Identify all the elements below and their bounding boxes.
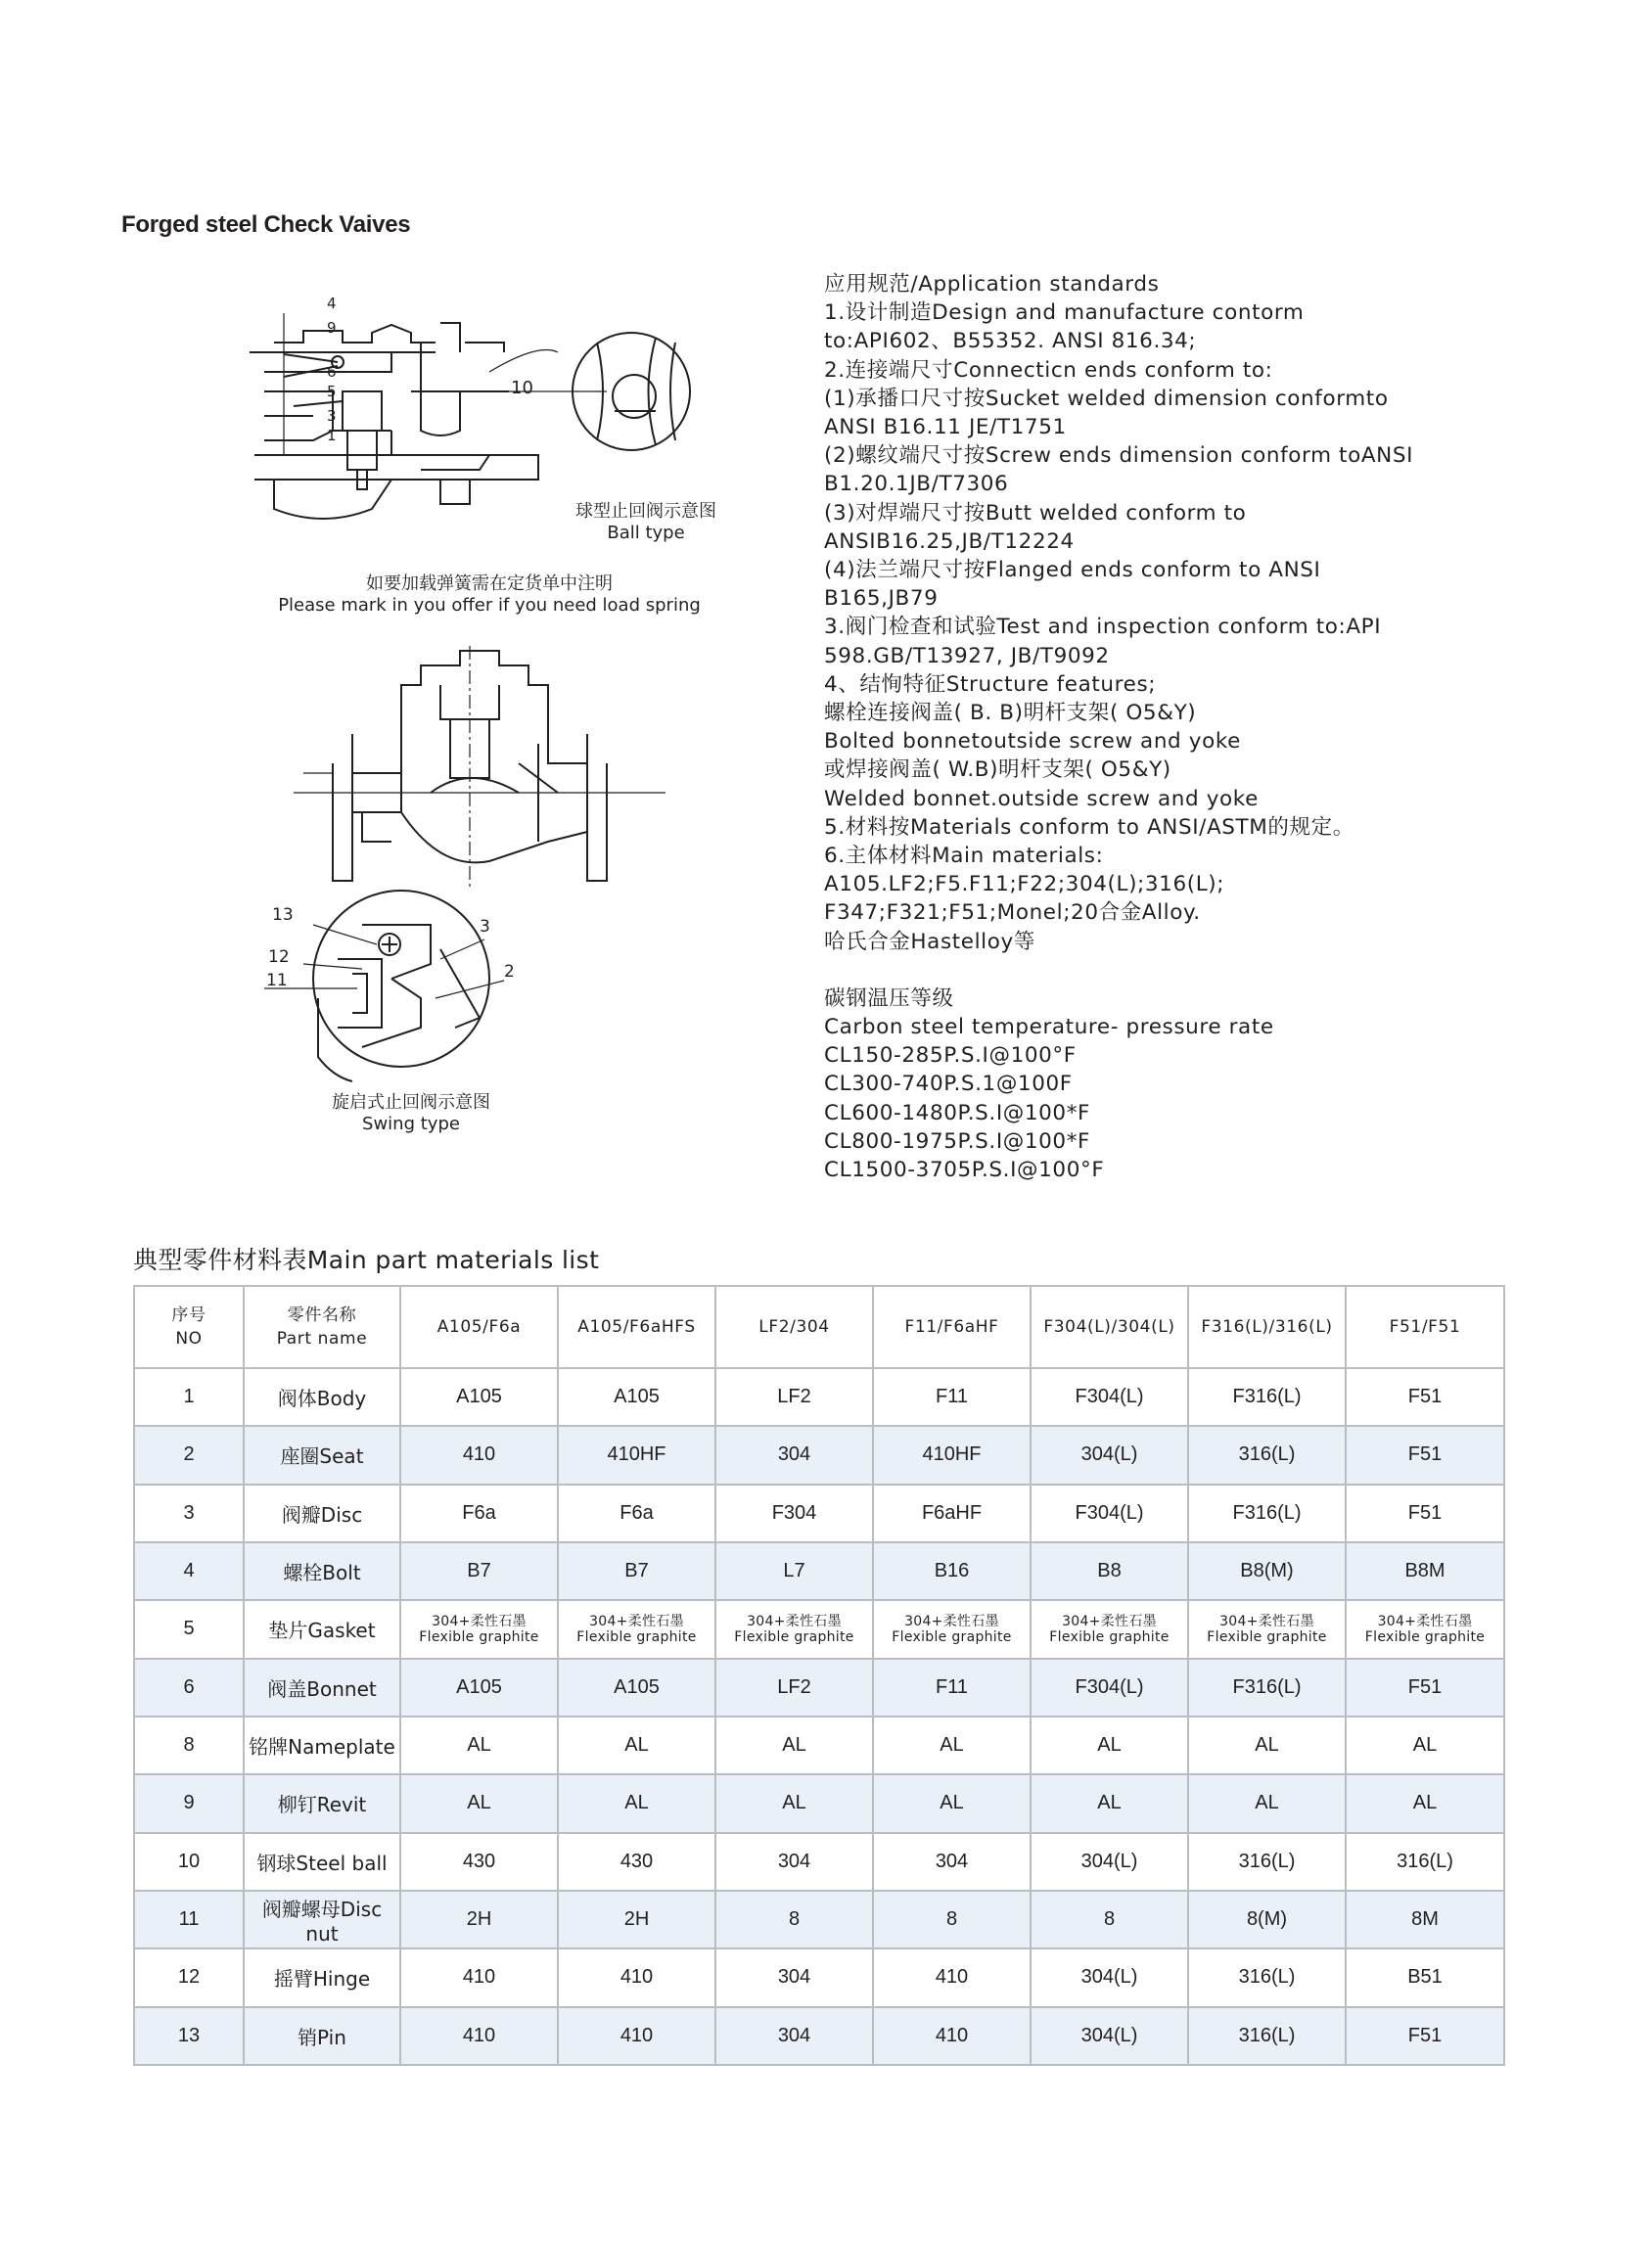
material-cell: 316(L): [1346, 1833, 1504, 1891]
standards-line: B1.20.1JB/T7306: [824, 472, 1009, 497]
material-cell: 304: [715, 2007, 873, 2065]
material-cell: F6a: [400, 1485, 558, 1542]
table-row: [134, 1426, 1504, 1484]
material-cell: AL: [558, 1774, 715, 1832]
pressure-rating-line: CL1500-3705P.S.I@100°F: [824, 1158, 1105, 1183]
material-cell: 304(L): [1031, 1833, 1188, 1891]
material-cell: F51: [1346, 1426, 1504, 1484]
gasket-material-cn: 304+柔性石墨: [589, 1613, 684, 1629]
header-grade: A105/F6aHFS: [558, 1286, 715, 1368]
callout-5: 5: [327, 383, 337, 400]
part-name-cell: 摇臂Hinge: [244, 1948, 400, 2006]
material-cell: 2H: [558, 1891, 715, 1948]
row-number: 9: [134, 1774, 244, 1832]
table-row: [134, 1774, 1504, 1832]
row-number: 1: [134, 1368, 244, 1426]
header-grade: F316(L)/316(L): [1188, 1286, 1346, 1368]
gasket-material-en: Flexible graphite: [419, 1628, 539, 1645]
part-name-cell: 铭牌Nameplate: [244, 1717, 400, 1774]
material-cell: 8(M): [1188, 1891, 1346, 1948]
valve-drawings: [245, 284, 763, 1165]
gasket-material-cn: 304+柔性石墨: [1062, 1613, 1157, 1629]
header-no: 序号 NO: [134, 1286, 244, 1368]
row-number: 8: [134, 1717, 244, 1774]
table-row: [134, 1948, 1504, 2006]
standards-line: 螺栓连接阀盖( B. B)明杆支架( O5&Y): [824, 701, 1197, 726]
material-cell: 304(L): [1031, 1948, 1188, 2006]
standards-line: 或焊接阀盖( W.B)明杆支架( O5&Y): [824, 757, 1171, 783]
material-cell: F6aHF: [873, 1485, 1031, 1542]
callout-11: 11: [266, 971, 288, 990]
row-number: 4: [134, 1542, 244, 1600]
part-name-cell: 阀盖Bonnet: [244, 1659, 400, 1717]
table-row: [134, 2007, 1504, 2065]
material-cell: F304(L): [1031, 1485, 1188, 1542]
material-cell: [1346, 1600, 1504, 1658]
material-cell: 304: [715, 1833, 873, 1891]
material-cell: 430: [558, 1833, 715, 1891]
gasket-material-en: Flexible graphite: [1364, 1628, 1486, 1645]
material-cell: B16: [873, 1542, 1031, 1600]
standards-line: 598.GB/T13927, JB/T9092: [824, 643, 1110, 668]
material-cell: 410HF: [873, 1426, 1031, 1484]
standards-line: B165,JB79: [824, 586, 939, 612]
ball-type-valve-drawing: [245, 284, 763, 538]
material-cell: B8M: [1346, 1542, 1504, 1600]
material-cell: B8(M): [1188, 1542, 1346, 1600]
callout-9: 9: [327, 319, 337, 337]
material-cell: AL: [873, 1774, 1031, 1832]
row-number: 12: [134, 1948, 244, 2006]
header-grade: A105/F6a: [400, 1286, 558, 1368]
part-name-cell: 阀体Body: [244, 1368, 400, 1426]
material-cell: A105: [400, 1368, 558, 1426]
material-cell: LF2: [715, 1368, 873, 1426]
material-cell: [873, 1600, 1031, 1658]
pressure-rating-line: CL150-285P.S.I@100°F: [824, 1043, 1077, 1069]
material-cell: 8: [873, 1891, 1031, 1948]
material-cell: 410: [558, 2007, 715, 2065]
material-cell: 304: [873, 1833, 1031, 1891]
material-cell: [558, 1600, 715, 1658]
material-cell: B7: [558, 1542, 715, 1600]
callout-1: 1: [327, 427, 337, 444]
material-cell: AL: [1031, 1717, 1188, 1774]
material-cell: AL: [1346, 1717, 1504, 1774]
standards-line: 4、结恂特征Structure features;: [824, 671, 1157, 697]
header-part-name: 零件名称 Part name: [244, 1286, 400, 1368]
material-cell: AL: [1346, 1774, 1504, 1832]
material-cell: 304: [715, 1948, 873, 2006]
material-cell: 2H: [400, 1891, 558, 1948]
standards-line: 1.设计制造Design and manufacture contorm: [824, 300, 1305, 326]
material-cell: A105: [400, 1659, 558, 1717]
pressure-rating-line: 碳钢温压等级: [824, 985, 954, 1011]
material-cell: 410: [400, 1948, 558, 2006]
row-number: 5: [134, 1600, 244, 1658]
header-grade: F304(L)/304(L): [1031, 1286, 1188, 1368]
table-row: [134, 1659, 1504, 1717]
page-title: Forged steel Check Vaives: [121, 211, 411, 238]
material-cell: F51: [1346, 2007, 1504, 2065]
part-name-cell: 柳钉Revit: [244, 1774, 400, 1832]
swing-type-caption: 旋启式止回阀示意图 Swing type: [332, 1092, 490, 1134]
callout-swing-2: 2: [504, 962, 515, 982]
standards-line: A105.LF2;F5.F11;F22;304(L);316(L);: [824, 872, 1225, 897]
part-name-cell: 销Pin: [244, 2007, 400, 2065]
material-cell: AL: [715, 1774, 873, 1832]
material-cell: F51: [1346, 1659, 1504, 1717]
standards-line: to:API602、B55352. ANSI 816.34;: [824, 329, 1197, 354]
material-cell: 410HF: [558, 1426, 715, 1484]
table-row: [134, 1542, 1504, 1600]
header-grade: F11/F6aHF: [873, 1286, 1031, 1368]
table-row: [134, 1600, 1504, 1658]
callout-swing-3: 3: [480, 917, 490, 937]
header-grade: F51/F51: [1346, 1286, 1504, 1368]
material-cell: F316(L): [1188, 1659, 1346, 1717]
standards-line: (4)法兰端尺寸按Flanged ends conform to ANSI: [824, 558, 1321, 583]
application-standards: [824, 270, 1450, 1184]
pressure-rating-line: CL600-1480P.S.I@100*F: [824, 1100, 1091, 1125]
material-cell: F316(L): [1188, 1485, 1346, 1542]
material-cell: AL: [1188, 1717, 1346, 1774]
material-cell: 410: [873, 1948, 1031, 2006]
material-cell: 304: [715, 1426, 873, 1484]
material-cell: F316(L): [1188, 1368, 1346, 1426]
gasket-material-cn: 304+柔性石墨: [1219, 1613, 1314, 1629]
table-row: [134, 1368, 1504, 1426]
material-cell: F11: [873, 1368, 1031, 1426]
material-cell: F51: [1346, 1485, 1504, 1542]
standards-line: 6.主体材料Main materials:: [824, 844, 1104, 869]
pressure-rating-line: CL300-740P.S.1@100F: [824, 1072, 1073, 1097]
row-number: 11: [134, 1891, 244, 1948]
callout-3: 3: [327, 407, 337, 425]
material-cell: 316(L): [1188, 1426, 1346, 1484]
material-cell: 410: [873, 2007, 1031, 2065]
material-cell: F304(L): [1031, 1659, 1188, 1717]
material-cell: [715, 1600, 873, 1658]
material-cell: AL: [873, 1717, 1031, 1774]
gasket-material-en: Flexible graphite: [1049, 1628, 1170, 1645]
table-row: [134, 1891, 1504, 1948]
standards-line: 2.连接端尺寸Connecticn ends conform to:: [824, 357, 1273, 383]
material-cell: 304(L): [1031, 2007, 1188, 2065]
material-cell: A105: [558, 1659, 715, 1717]
header-grade: LF2/304: [715, 1286, 873, 1368]
part-name-cell: 座圈Seat: [244, 1426, 400, 1484]
gasket-material-en: Flexible graphite: [576, 1628, 697, 1645]
materials-table: [133, 1285, 1505, 2066]
material-cell: 8M: [1346, 1891, 1504, 1948]
material-cell: 8: [715, 1891, 873, 1948]
material-cell: 316(L): [1188, 2007, 1346, 2065]
standards-line: (1)承播口尺寸按Sucket welded dimension conformto: [824, 386, 1389, 411]
material-cell: F51: [1346, 1368, 1504, 1426]
materials-table-title: 典型零件材料表Main part materials list: [133, 1246, 600, 1274]
standards-line: 应用规范/Application standards: [824, 272, 1160, 297]
material-cell: AL: [1188, 1774, 1346, 1832]
row-number: 2: [134, 1426, 244, 1484]
material-cell: 8: [1031, 1891, 1188, 1948]
material-cell: F6a: [558, 1485, 715, 1542]
load-spring-note: 如要加载弹簧需在定货单中注明 Please mark in you offer if you need load spring: [278, 573, 701, 616]
swing-type-valve-drawing: [245, 871, 617, 1096]
check-valve-body-drawing: [294, 646, 665, 891]
gasket-material-cn: 304+柔性石墨: [904, 1613, 999, 1629]
material-cell: AL: [558, 1717, 715, 1774]
table-row: [134, 1485, 1504, 1542]
material-cell: [400, 1600, 558, 1658]
standards-line: 5.材料按Materials conform to ANSI/ASTM的规定。: [824, 814, 1354, 840]
table-row: [134, 1833, 1504, 1891]
standards-line: 哈氏合金Hastelloy等: [824, 929, 1035, 954]
part-name-cell: 垫片Gasket: [244, 1600, 400, 1658]
row-number: 13: [134, 2007, 244, 2065]
standards-line: (3)对焊端尺寸按Butt welded conform to: [824, 500, 1247, 526]
pressure-rating-line: Carbon steel temperature- pressure rate: [824, 1015, 1274, 1040]
callout-4: 4: [327, 295, 337, 312]
standards-line: (2)螺纹端尺寸按Screw ends dimension conform toANSI: [824, 443, 1414, 469]
material-cell: L7: [715, 1542, 873, 1600]
material-cell: B51: [1346, 1948, 1504, 2006]
standards-line: F347;F321;F51;Monel;20合金Alloy.: [824, 900, 1201, 926]
gasket-material-en: Flexible graphite: [734, 1628, 854, 1645]
material-cell: 316(L): [1188, 1833, 1346, 1891]
gasket-material-cn: 304+柔性石墨: [747, 1613, 842, 1629]
part-name-cell: 阀瓣Disc: [244, 1485, 400, 1542]
standards-line: 3.阀门检查和试验Test and inspection conform to:API: [824, 615, 1382, 640]
gasket-material-en: Flexible graphite: [1207, 1628, 1327, 1645]
material-cell: LF2: [715, 1659, 873, 1717]
part-name-cell: 阀瓣螺母Disc nut: [244, 1891, 400, 1948]
callout-6: 6: [327, 363, 337, 381]
table-row: [134, 1717, 1504, 1774]
callout-10: 10: [511, 378, 533, 398]
pressure-rating-line: CL800-1975P.S.I@100*F: [824, 1128, 1091, 1154]
material-cell: F304: [715, 1485, 873, 1542]
callout-12: 12: [268, 947, 290, 967]
material-cell: 410: [400, 1426, 558, 1484]
material-cell: AL: [715, 1717, 873, 1774]
material-cell: AL: [1031, 1774, 1188, 1832]
material-cell: 430: [400, 1833, 558, 1891]
material-cell: F11: [873, 1659, 1031, 1717]
material-cell: A105: [558, 1368, 715, 1426]
material-cell: 304(L): [1031, 1426, 1188, 1484]
table-header-row: [134, 1286, 1504, 1368]
row-number: 10: [134, 1833, 244, 1891]
gasket-material-en: Flexible graphite: [892, 1628, 1012, 1645]
callout-13: 13: [272, 905, 294, 925]
gasket-material-cn: 304+柔性石墨: [432, 1613, 527, 1629]
material-cell: B8: [1031, 1542, 1188, 1600]
standards-line: ANSI B16.11 JE/T1751: [824, 415, 1067, 440]
material-cell: B7: [400, 1542, 558, 1600]
standards-line: ANSIB16.25,JB/T12224: [824, 528, 1075, 554]
ball-type-caption: 球型止回阀示意图 Ball type: [575, 501, 716, 543]
gasket-material-cn: 304+柔性石墨: [1377, 1613, 1473, 1629]
part-name-cell: 钢球Steel ball: [244, 1833, 400, 1891]
row-number: 6: [134, 1659, 244, 1717]
material-cell: 316(L): [1188, 1948, 1346, 2006]
material-cell: [1031, 1600, 1188, 1658]
standards-line: Bolted bonnetoutside screw and yoke: [824, 729, 1241, 755]
material-cell: 410: [558, 1948, 715, 2006]
row-number: 3: [134, 1485, 244, 1542]
part-name-cell: 螺栓Bolt: [244, 1542, 400, 1600]
material-cell: 410: [400, 2007, 558, 2065]
material-cell: AL: [400, 1717, 558, 1774]
standards-line: Welded bonnet.outside screw and yoke: [824, 786, 1259, 811]
material-cell: [1188, 1600, 1346, 1658]
material-cell: F304(L): [1031, 1368, 1188, 1426]
material-cell: AL: [400, 1774, 558, 1832]
